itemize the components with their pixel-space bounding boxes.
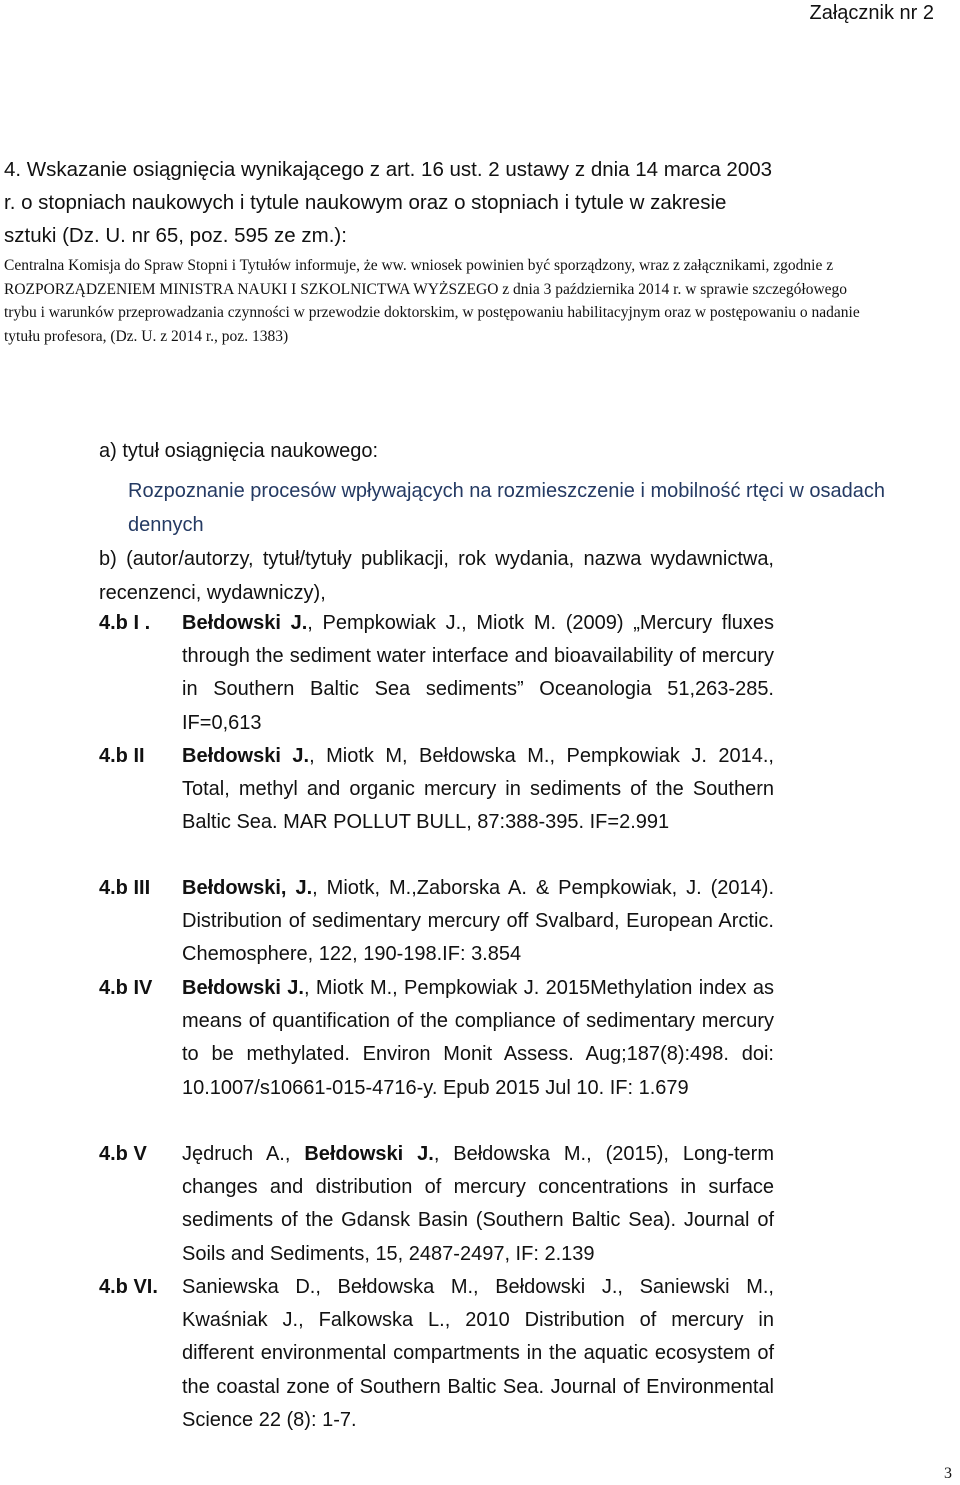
publication-item: [99, 1138, 774, 1271]
publication-text: , Miotk M., Pempkowiak J. 2015Methylation index as means of quantification of the compliance of sedimentary mercury to be methylated. Environ Monit Assess. Aug;187(8):498. doi: 10.1007/s10661-015-4716-y. Epub 2015 Jul 10. IF: 1.679: [182, 977, 774, 1099]
publications-heading: b) (autor/autorzy, tytuł/tytuły publikacji, rok wydania, nazwa wydawnictwa, recenzenci, wydawniczy),: [99, 548, 774, 604]
achievement-title: Rozpoznanie procesów wpływających na rozmieszczenie i mobilność rtęci w osadach dennych: [128, 480, 886, 536]
publication-code: 4.b VI.: [99, 1276, 158, 1298]
publication-author-bold: Bełdowski J.: [304, 1143, 434, 1165]
publication-item: [99, 1271, 774, 1437]
publication-code: 4.b IV: [99, 977, 153, 999]
publication-code: 4.b I .: [99, 612, 151, 634]
achievement-title-label: a) tytuł osiągnięcia naukowego:: [99, 440, 379, 462]
publication-code: 4.b III: [99, 877, 151, 899]
page-number: 3: [944, 1465, 952, 1482]
publication-author-bold: Bełdowski J.: [182, 977, 304, 999]
annex-label: Załącznik nr 2: [809, 2, 934, 24]
publication-item: [99, 607, 774, 740]
publication-item: [99, 740, 774, 840]
publication-author-bold: Bełdowski J.: [182, 612, 308, 634]
publication-author-bold: Bełdowski J.: [182, 745, 310, 767]
publication-item: [99, 972, 774, 1105]
publication-text: , Miotk, M.,Zaborska A. & Pempkowiak, J. (2014). Distribution of sedimentary mercury off Svalbard, European Arctic. Chemosphere, 122, 190-198.IF: 3.854: [182, 877, 774, 966]
publication-author-bold: Bełdowski, J.: [182, 877, 313, 899]
publication-text: , Pempkowiak J., Miotk M. (2009) „Mercury fluxes through the sediment water interface and bioavailability of mercury in Southern Baltic Sea sediments” Oceanologia 51,263-285. IF=0,613: [182, 612, 775, 734]
section-note: Centralna Komisja do Spraw Stopni i Tytułów informuje, że ww. wniosek powinien być sporządzony, wraz z załącznikami, zgodnie z ROZPORZĄDZENIEM MINISTRA NAUKI I SZKOLNICTWA WYŻSZEGO z dnia 3 października 2014 r. w sprawie szczegółowego trybu i warunków przeprowadzania czynności w przewodzie doktorskim, w postępowaniu habilitacyjnym oraz w postępowaniu o nadanie tytułu profesora, (Dz. U. z 2014 r., poz. 1383): [4, 257, 860, 345]
section-heading: 4. Wskazanie osiągnięcia wynikającego z art. 16 ust. 2 ustawy z dnia 14 marca 2003 r. o stopniach naukowych i tytule naukowym oraz o stopniach i tytule w zakresie sztuki (Dz. U. nr 65, poz. 595 ze zm.):: [4, 158, 773, 247]
publication-code: 4.b II: [99, 745, 145, 767]
publication-lead-authors: Jędruch A.,: [182, 1143, 305, 1165]
publication-item: [99, 872, 774, 972]
publication-text: Saniewska D., Bełdowska M., Bełdowski J., Saniewski M., Kwaśniak J., Falkowska L., 2010 Distribution of mercury in different environmental compartments in the aquatic ecosystem of the coastal zone of Southern Baltic Sea. Journal of Environmental Science 22 (8): 1-7.: [182, 1276, 774, 1431]
publication-code: 4.b V: [99, 1143, 147, 1165]
publication-text: , Miotk M, Bełdowska M., Pempkowiak J. 2014., Total, methyl and organic mercury in sediments of the Southern Baltic Sea. MAR POLLUT BULL, 87:388-395. IF=2.991: [182, 745, 774, 834]
publication-text: , Bełdowska M., (2015), Long-term changes and distribution of mercury concentrations in surface sediments of the Gdansk Basin (Southern Baltic Sea). Journal of Soils and Sediments, 15, 2487-2497, IF: 2.139: [182, 1143, 774, 1265]
